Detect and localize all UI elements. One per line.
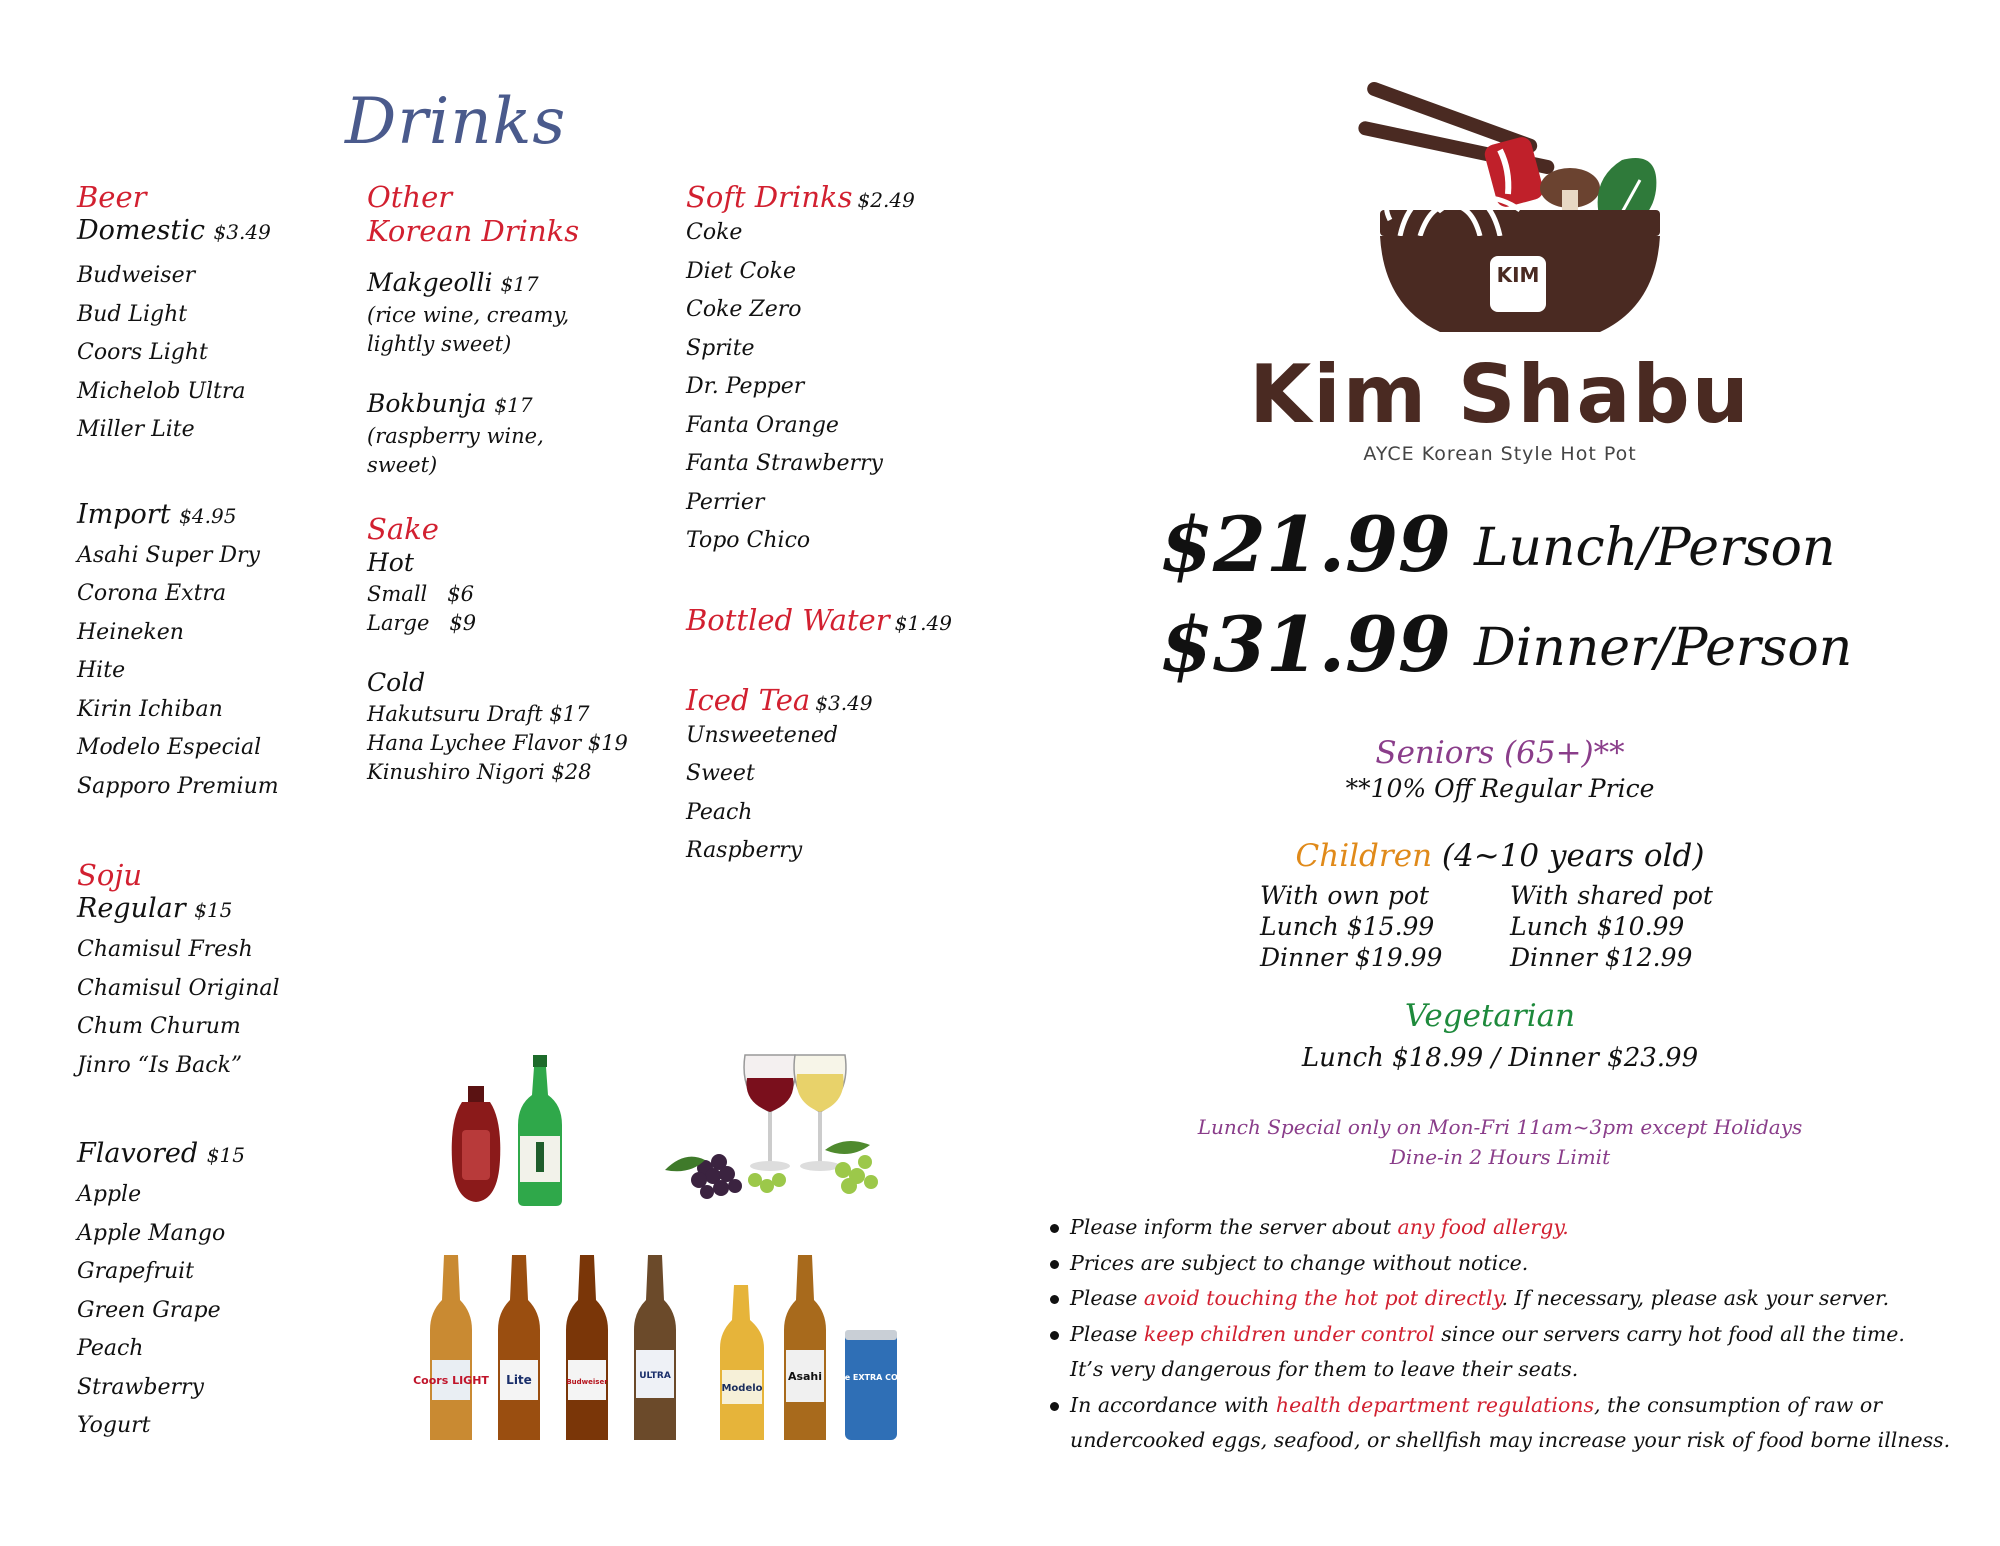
list-item: Asahi Super Dry — [77, 542, 260, 568]
own-pot-dinner: Dinner $19.99 — [1260, 943, 1443, 972]
seniors-note: **10% Off Regular Price — [1345, 774, 1655, 803]
soft-drinks-heading — [686, 180, 952, 214]
list-item: Sapporo Premium — [77, 773, 279, 799]
shared-pot-lunch: Lunch $10.99 — [1510, 912, 1685, 941]
beer-label: Asahi — [787, 1370, 823, 1383]
beer-label: Modelo — [721, 1383, 763, 1394]
logo-mark-text: KIM — [1496, 263, 1540, 287]
iced-tea-title: Iced Tea — [686, 682, 811, 717]
list-item: Coke Zero — [686, 297, 802, 322]
hot-pot-logo-icon — [1360, 70, 1680, 340]
list-item: Raspberry — [686, 838, 803, 863]
children-title: Children — [1295, 838, 1433, 874]
menu-page — [1000, 0, 2000, 1546]
bokbunja-heading — [367, 387, 628, 422]
list-item: Coke — [686, 220, 743, 245]
import-price: $4.95 — [179, 503, 237, 528]
makgeolli-heading — [367, 266, 628, 301]
list-item: Michelob Ultra — [77, 378, 246, 404]
bottled-water-heading — [686, 603, 952, 637]
soju-title: Soju — [77, 858, 142, 892]
children-heading — [1000, 838, 2000, 874]
note-children-cont: It’s very dangerous for them to leave their seats. — [1070, 1357, 1579, 1381]
iced-tea-heading — [686, 683, 952, 717]
other-korean-title-1: Other — [367, 180, 453, 214]
makgeolli-desc-1: (rice wine, creamy, — [367, 303, 570, 327]
note-health-cont: undercooked eggs, seafood, or shellfish may increase your risk of food borne illness. — [1070, 1428, 1951, 1452]
soft-drinks-price: $2.49 — [857, 188, 915, 212]
korean-sake-column — [367, 180, 628, 787]
soft-drinks-column — [686, 180, 952, 871]
lunch-special-note: Lunch Special only on Mon-Fri 11am~3pm except Holidays — [1197, 1115, 1803, 1139]
iced-tea-price: $3.49 — [815, 690, 873, 715]
list-item: Dr. Pepper — [686, 374, 805, 399]
own-pot-lunch: Lunch $15.99 — [1260, 912, 1435, 941]
bokbunja-price: $17 — [494, 393, 533, 417]
list-item: Kirin Ichiban — [77, 696, 223, 722]
bokbunja-name: Bokbunja — [367, 389, 487, 418]
makgeolli-name: Makgeolli — [367, 268, 493, 297]
regular-label: Regular — [77, 893, 186, 924]
lunch-price: $21.99 — [1160, 500, 1451, 589]
children-age: (4~10 years old) — [1432, 838, 1705, 874]
list-item: Green Grape — [77, 1297, 221, 1323]
shared-pot-dinner: Dinner $12.99 — [1510, 943, 1693, 972]
beer-label: hite EXTRA COLD — [832, 1373, 910, 1382]
list-item: Jinro “Is Back” — [77, 1052, 243, 1078]
sake-small: Small $6 — [367, 582, 474, 606]
list-item: Diet Coke — [686, 258, 796, 284]
list-item: Bud Light — [77, 301, 188, 327]
tagline: AYCE Korean Style Hot Pot — [1363, 443, 1637, 465]
beer-label: Budweiser — [566, 1378, 608, 1386]
bokbunja-desc-2: sweet) — [367, 453, 438, 477]
list-item: Strawberry — [77, 1374, 204, 1400]
list-item: Chamisul Original — [77, 975, 280, 1001]
sake-title: Sake — [367, 512, 439, 546]
dinner-price: $31.99 — [1160, 600, 1451, 689]
domestic-label: Domestic — [77, 215, 205, 246]
flavored-heading — [77, 1137, 280, 1172]
list-item: Peach — [686, 799, 753, 825]
list-item: Topo Chico — [686, 528, 811, 553]
regular-price: $15 — [194, 898, 233, 922]
shared-pot-prices — [1510, 880, 1713, 973]
list-item: Hakutsuru Draft $17 — [367, 702, 590, 726]
wine-grapes-image — [645, 1050, 905, 1200]
list-item: Yogurt — [77, 1413, 151, 1438]
sake-large: Large $9 — [367, 611, 477, 635]
list-item: Budweiser — [77, 263, 196, 288]
beer-title: Beer — [77, 180, 147, 214]
list-item: Apple — [77, 1182, 142, 1207]
list-item: Grapefruit — [77, 1259, 195, 1284]
list-item: Chum Churum — [77, 1014, 241, 1039]
soju-bottles-image — [440, 1050, 590, 1210]
seniors-title: Seniors (65+)** — [1375, 735, 1625, 771]
flavored-price: $15 — [206, 1143, 245, 1167]
list-item: Hana Lychee Flavor $19 — [367, 731, 628, 755]
list-item: Corona Extra — [77, 581, 227, 606]
list-item: Modelo Especial — [77, 735, 262, 760]
beer-label: Coors LIGHT — [413, 1374, 489, 1387]
dine-in-limit-note: Dine-in 2 Hours Limit — [1389, 1145, 1611, 1169]
bottled-water-price: $1.49 — [894, 610, 952, 635]
other-korean-title-2: Korean Drinks — [367, 214, 580, 248]
policy-notes — [1050, 1210, 1980, 1459]
beer-label: ULTRA — [639, 1371, 671, 1381]
list-item: Miller Lite — [77, 417, 195, 442]
list-item: Fanta Strawberry — [686, 451, 883, 476]
makgeolli-desc-2: lightly sweet) — [367, 332, 512, 356]
list-item: Peach — [77, 1336, 144, 1361]
beer-soju-column — [77, 180, 280, 1446]
note-allergy: Please inform the server about any food allergy. — [1050, 1210, 1980, 1246]
beer-label: Lite — [506, 1373, 532, 1387]
list-item: Fanta Orange — [686, 412, 839, 438]
bokbunja-desc-1: (raspberry wine, — [367, 424, 544, 448]
list-item: Sweet — [686, 761, 755, 786]
soft-drinks-title: Soft Drinks — [686, 180, 853, 214]
note-health: In accordance with health department regulations, the consumption of raw or — [1050, 1388, 1980, 1424]
drinks-title: Drinks — [345, 85, 567, 159]
lunch-label: Lunch/Person — [1474, 518, 1836, 578]
list-item: Perrier — [686, 489, 765, 515]
bottled-water-title: Bottled Water — [686, 602, 890, 637]
own-pot-title: With own pot — [1260, 881, 1429, 910]
sake-hot-label: Hot — [367, 548, 414, 577]
list-item: Apple Mango — [77, 1220, 226, 1246]
note-children: Please keep children under control since our servers carry hot food all the time. — [1050, 1317, 1980, 1353]
sake-cold-label: Cold — [367, 668, 426, 697]
import-heading — [77, 498, 280, 533]
vegetarian-prices: Lunch $18.99 / Dinner $23.99 — [1301, 1043, 1699, 1073]
note-hot-pot: Please avoid touching the hot pot directly. If necessary, please ask your server. — [1050, 1281, 1980, 1317]
own-pot-prices — [1260, 880, 1442, 973]
list-item: Coors Light — [77, 340, 208, 365]
brand-name: Kim Shabu — [1249, 348, 1751, 441]
list-item: Chamisul Fresh — [77, 937, 253, 962]
vegetarian-title: Vegetarian — [1404, 998, 1576, 1034]
note-prices: Prices are subject to change without notice. — [1050, 1246, 1980, 1282]
list-item: Kinushiro Nigori $28 — [367, 760, 592, 784]
list-item: Hite — [77, 658, 126, 683]
beer-bottles-image — [413, 1250, 910, 1450]
import-label: Import — [77, 498, 171, 530]
dinner-label: Dinner/Person — [1474, 618, 1853, 678]
list-item: Sprite — [686, 335, 755, 361]
list-item: Unsweetened — [686, 722, 839, 748]
shared-pot-title: With shared pot — [1510, 881, 1713, 910]
list-item: Heineken — [77, 619, 184, 645]
makgeolli-price: $17 — [500, 272, 539, 296]
regular-heading — [77, 892, 280, 927]
domestic-heading — [77, 214, 280, 249]
flavored-label: Flavored — [77, 1138, 199, 1169]
domestic-price: $3.49 — [213, 220, 271, 244]
